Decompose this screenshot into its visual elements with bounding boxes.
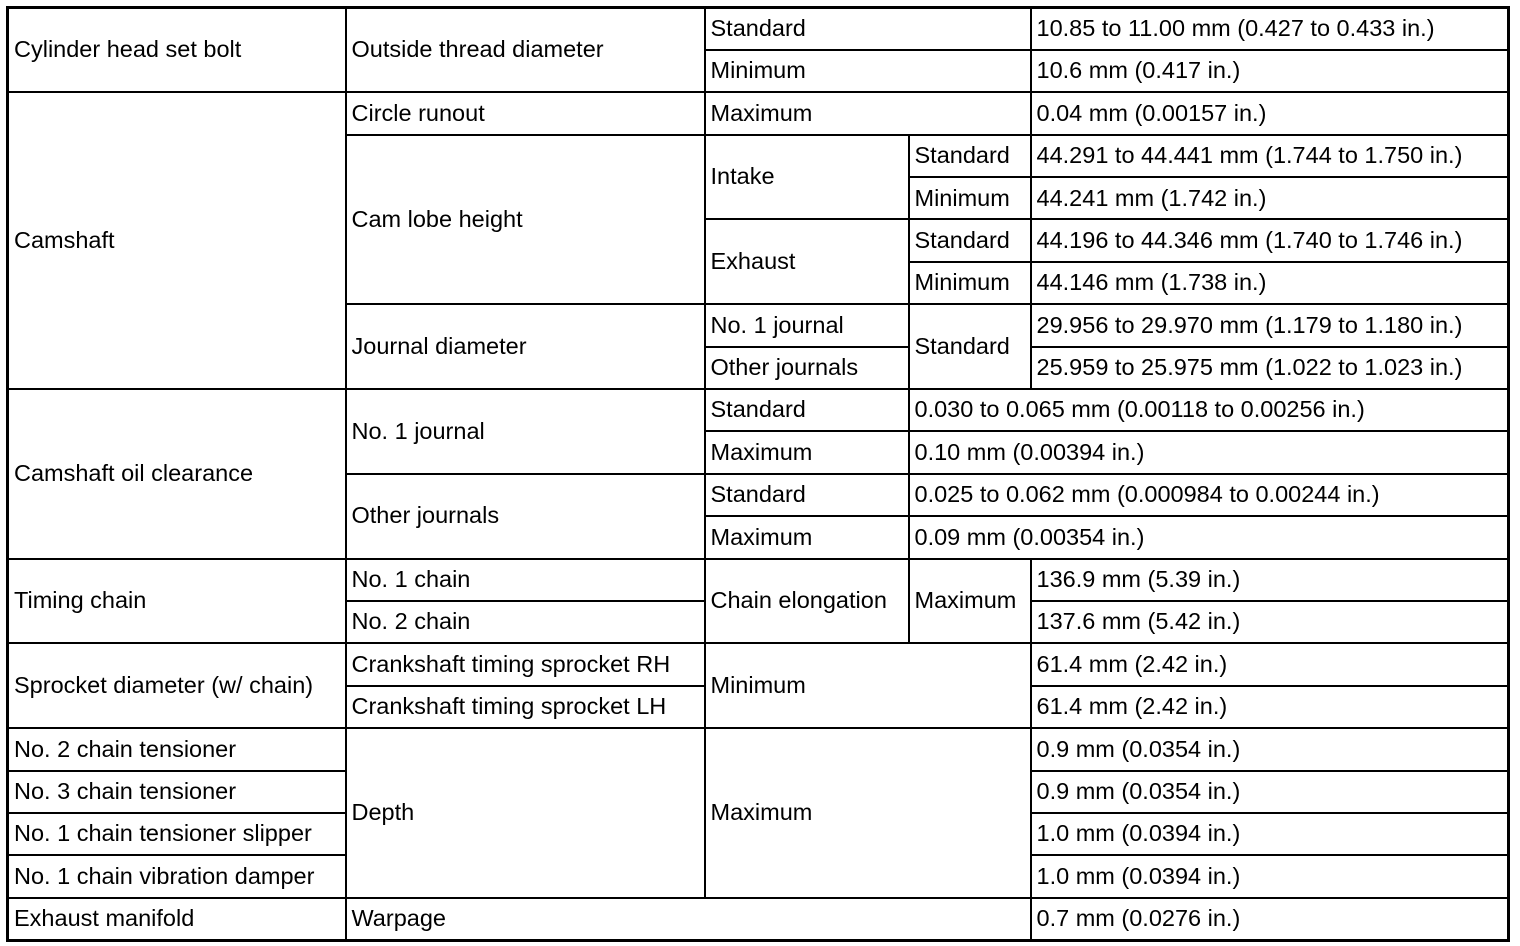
spec-cell: Maximum [705, 728, 1031, 898]
sub-item-cell: No. 1 chain [346, 559, 705, 601]
value-cell: 0.04 mm (0.00157 in.) [1031, 92, 1509, 134]
spec-cell: Maximum [705, 431, 909, 473]
table-row [8, 389, 1509, 431]
sub-item-cell: Outside thread diameter [346, 8, 705, 93]
value-cell: 0.9 mm (0.0354 in.) [1031, 728, 1509, 770]
spec-cell: Minimum [705, 50, 1031, 92]
value-cell: 1.0 mm (0.0394 in.) [1031, 813, 1509, 855]
spec-table [6, 6, 1510, 942]
item-cell: No. 2 chain tensioner [8, 728, 346, 770]
value-cell: 136.9 mm (5.39 in.) [1031, 559, 1509, 601]
spec-cell: Other journals [705, 347, 909, 389]
spec-cell: Maximum [705, 92, 1031, 134]
sub-item-cell: Cam lobe height [346, 135, 705, 305]
item-cell: No. 1 chain tensioner slipper [8, 813, 346, 855]
value-cell: 0.030 to 0.065 mm (0.00118 to 0.00256 in.) [909, 389, 1509, 431]
table-row [8, 559, 1509, 601]
value-cell: 0.9 mm (0.0354 in.) [1031, 771, 1509, 813]
item-cell: Timing chain [8, 559, 346, 644]
spec-cell: Intake [705, 135, 909, 220]
value-cell: 0.7 mm (0.0276 in.) [1031, 898, 1509, 940]
sub-item-cell: Other journals [346, 474, 705, 559]
table-row [8, 8, 1509, 50]
table-row [8, 728, 1509, 770]
item-cell: Sprocket diameter (w/ chain) [8, 643, 346, 728]
limit-cell: Standard [909, 304, 1031, 389]
value-cell: 44.146 mm (1.738 in.) [1031, 262, 1509, 304]
limit-cell: Maximum [909, 559, 1031, 644]
limit-cell: Minimum [909, 177, 1031, 219]
value-cell: 10.6 mm (0.417 in.) [1031, 50, 1509, 92]
item-cell: Exhaust manifold [8, 898, 346, 940]
item-cell: Cylinder head set bolt [8, 8, 346, 93]
value-cell: 61.4 mm (2.42 in.) [1031, 643, 1509, 685]
value-cell: 0.09 mm (0.00354 in.) [909, 516, 1509, 558]
value-cell: 1.0 mm (0.0394 in.) [1031, 855, 1509, 897]
sub-item-cell: No. 1 journal [346, 389, 705, 474]
item-cell: Camshaft oil clearance [8, 389, 346, 559]
value-cell: 29.956 to 29.970 mm (1.179 to 1.180 in.) [1031, 304, 1509, 346]
value-cell: 44.291 to 44.441 mm (1.744 to 1.750 in.) [1031, 135, 1509, 177]
value-cell: 137.6 mm (5.42 in.) [1031, 601, 1509, 643]
value-cell: 44.241 mm (1.742 in.) [1031, 177, 1509, 219]
item-cell: No. 1 chain vibration damper [8, 855, 346, 897]
sub-item-cell: Depth [346, 728, 705, 898]
spec-cell: No. 1 journal [705, 304, 909, 346]
sub-item-cell: Warpage [346, 898, 1031, 940]
sub-item-cell: Circle runout [346, 92, 705, 134]
table-row [8, 92, 1509, 134]
spec-cell: Standard [705, 389, 909, 431]
spec-cell: Exhaust [705, 219, 909, 304]
spec-cell: Maximum [705, 516, 909, 558]
table-row [8, 643, 1509, 685]
limit-cell: Standard [909, 135, 1031, 177]
spec-cell: Standard [705, 8, 1031, 50]
sub-item-cell: Journal diameter [346, 304, 705, 389]
item-cell: No. 3 chain tensioner [8, 771, 346, 813]
value-cell: 0.025 to 0.062 mm (0.000984 to 0.00244 in.) [909, 474, 1509, 516]
item-cell: Camshaft [8, 92, 346, 389]
limit-cell: Standard [909, 219, 1031, 261]
limit-cell: Minimum [909, 262, 1031, 304]
table-row [8, 898, 1509, 940]
spec-cell: Standard [705, 474, 909, 516]
value-cell: 44.196 to 44.346 mm (1.740 to 1.746 in.) [1031, 219, 1509, 261]
value-cell: 0.10 mm (0.00394 in.) [909, 431, 1509, 473]
sub-item-cell: Crankshaft timing sprocket LH [346, 686, 705, 728]
spec-cell: Minimum [705, 643, 1031, 728]
sub-item-cell: Crankshaft timing sprocket RH [346, 643, 705, 685]
spec-cell: Chain elongation [705, 559, 909, 644]
value-cell: 61.4 mm (2.42 in.) [1031, 686, 1509, 728]
sub-item-cell: No. 2 chain [346, 601, 705, 643]
value-cell: 10.85 to 11.00 mm (0.427 to 0.433 in.) [1031, 8, 1509, 50]
value-cell: 25.959 to 25.975 mm (1.022 to 1.023 in.) [1031, 347, 1509, 389]
